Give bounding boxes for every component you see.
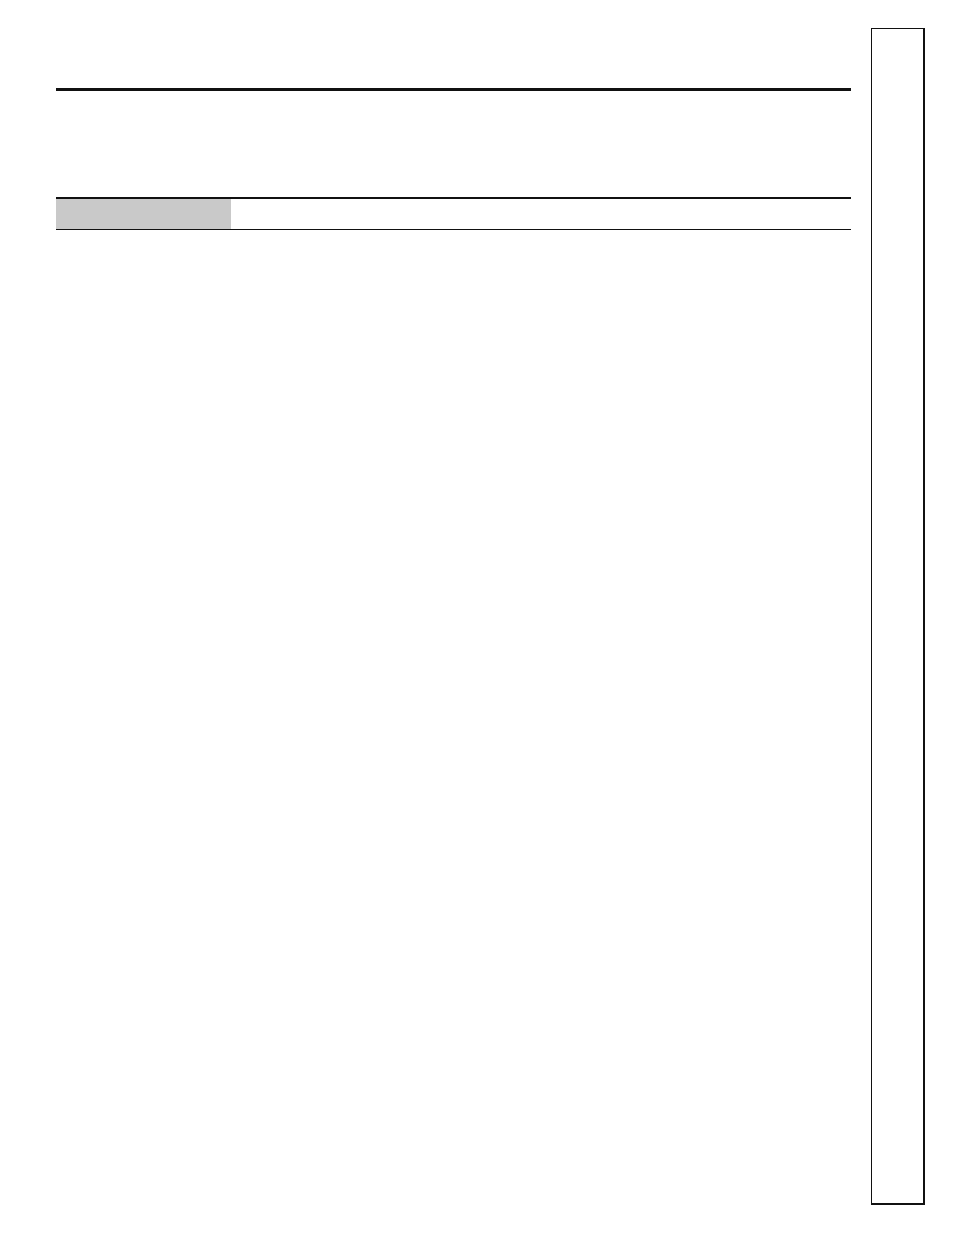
section-tabs (871, 28, 925, 1205)
troubleshooting-table (56, 197, 851, 230)
table-header (56, 197, 851, 230)
col-header-problem (56, 199, 231, 229)
header-rule (56, 88, 851, 91)
